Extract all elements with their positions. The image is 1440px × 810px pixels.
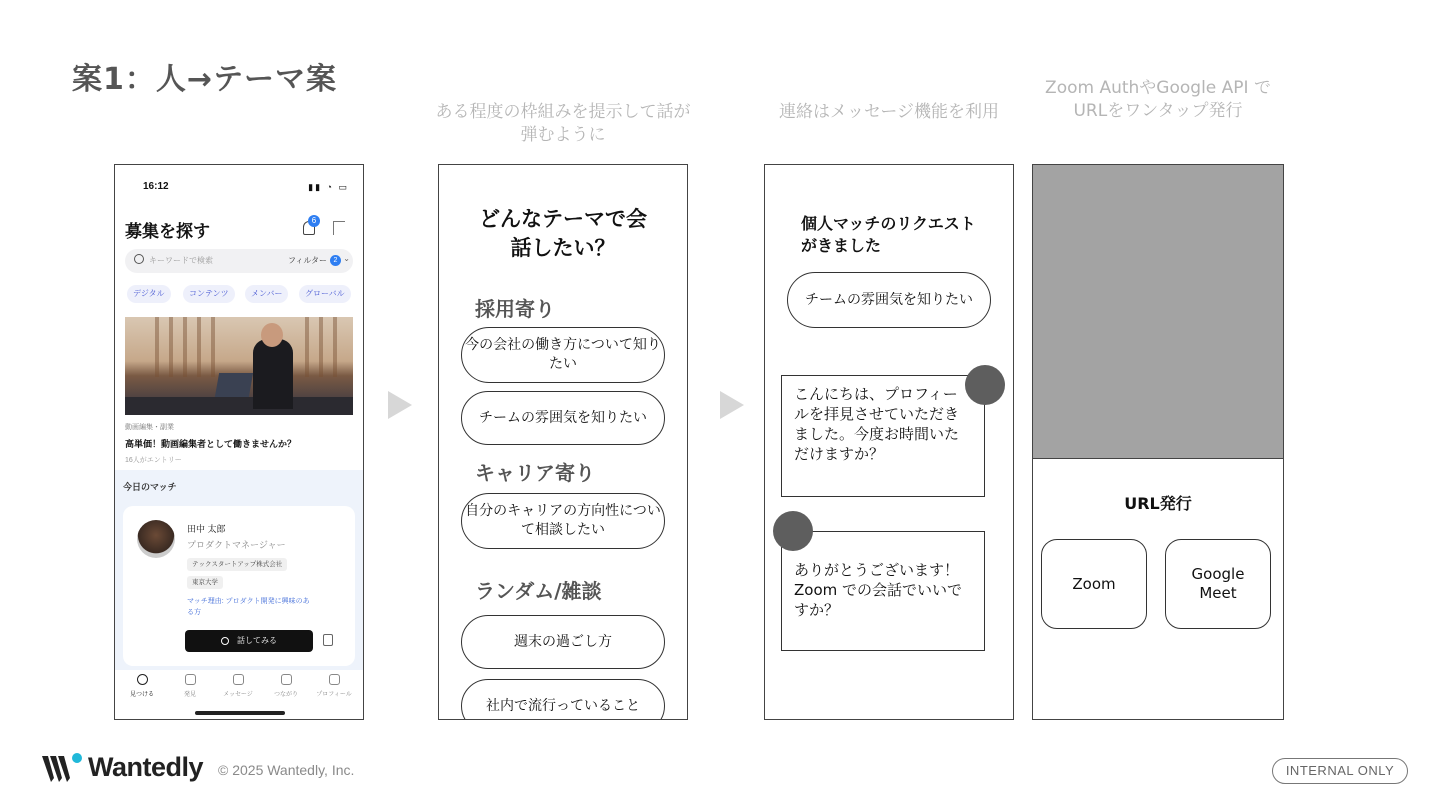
url-issue-screen — [1032, 164, 1284, 720]
category-random: ランダム/雑談 — [475, 579, 602, 603]
chip-digital[interactable]: デジタル — [127, 285, 171, 303]
theme-option-trends[interactable]: 社内で流行っていること — [461, 679, 665, 720]
job-title[interactable]: 高単価！動画編集者として働きませんか？ — [125, 439, 297, 449]
today-match-section — [115, 470, 363, 670]
match-role: プロダクトマネージャー — [187, 540, 286, 550]
bookmark-icon[interactable] — [333, 221, 345, 235]
tab-search[interactable]: 見つける — [119, 674, 165, 698]
slide-title: 案1：人→テーマ案 — [72, 62, 338, 97]
search-icon — [137, 674, 148, 685]
status-icons: ▮▮ ◔ ▭ — [308, 182, 349, 192]
filter-count-badge: 2 — [330, 255, 341, 266]
chip-contents[interactable]: コンテンツ — [183, 285, 235, 303]
job-entry-count: 16人がエントリー — [125, 457, 182, 464]
flow-arrow-icon — [720, 391, 744, 419]
image-placeholder — [1033, 165, 1283, 459]
talk-button[interactable]: 話してみる — [185, 630, 313, 652]
home-indicator — [195, 711, 285, 715]
chip-global[interactable]: グローバル — [299, 285, 351, 303]
match-section-title: 今日のマッチ — [123, 482, 177, 492]
message-bubble-incoming: こんにちは、プロフィールを拝見させていただきました。今度お時間いただけますか？ — [781, 375, 985, 497]
flow-arrow-icon — [388, 391, 412, 419]
google-meet-button[interactable]: Google Meet — [1165, 539, 1271, 629]
logo-wordmark: Wantedly — [88, 752, 204, 782]
job-category: 動画編集・副業 — [125, 424, 174, 431]
search-input[interactable] — [125, 249, 353, 273]
compass-icon — [185, 674, 196, 685]
tab-connections[interactable]: つながり — [263, 674, 309, 698]
save-icon[interactable] — [323, 634, 333, 646]
theme-option-career[interactable]: 自分のキャリアの方向性について相談したい — [461, 493, 665, 549]
request-title: 個人マッチのリクエストがきました — [801, 214, 976, 255]
caption-url: Zoom AuthやGoogle API でURLをワンタップ発行 — [1045, 78, 1271, 121]
message-bubble-reply: ありがとうございます！Zoom での会話でいいですか？ — [781, 531, 985, 651]
chip-member[interactable]: メンバー — [245, 285, 288, 303]
school-tag: 東京大学 — [187, 576, 223, 589]
notification-badge: 6 — [308, 215, 320, 227]
sender-avatar — [965, 365, 1005, 405]
match-reason: マッチ理由: プロダクト開発に興味のある方 — [187, 598, 310, 616]
company-tag: テックスタートアップ株式会社 — [187, 558, 287, 571]
theme-option-team[interactable]: チームの雰囲気を知りたい — [461, 391, 665, 445]
copyright: © 2025 Wantedly, Inc. — [218, 762, 355, 778]
theme-option-workstyle[interactable]: 今の会社の働き方について知りたい — [461, 327, 665, 383]
status-time: 16:12 — [143, 181, 169, 192]
phone-screen — [114, 164, 364, 720]
page-title: 募集を探す — [125, 222, 210, 241]
theme-option-weekend[interactable]: 週末の過ごし方 — [461, 615, 665, 669]
receiver-avatar — [773, 511, 813, 551]
profile-avatar-icon — [329, 674, 340, 685]
match-card[interactable] — [123, 506, 355, 666]
tab-discover[interactable]: 発見 — [167, 674, 213, 698]
requested-theme-chip: チームの雰囲気を知りたい — [787, 272, 991, 328]
theme-question: どんなテーマで会話したい？ — [479, 207, 647, 260]
tab-messages[interactable]: メッセージ — [215, 674, 261, 698]
search-placeholder: キーワードで検索 — [149, 256, 213, 265]
theme-select-screen — [438, 164, 688, 720]
chat-icon — [233, 674, 244, 685]
caption-theme: ある程度の枠組みを提示して話が弾むように — [435, 102, 691, 145]
match-name: 田中 太郎 — [187, 524, 226, 534]
internal-only-badge: INTERNAL ONLY — [1272, 758, 1408, 784]
chevron-down-icon: ⌄ — [343, 254, 350, 263]
caption-message: 連絡はメッセージ機能を利用 — [779, 102, 999, 122]
tab-profile[interactable]: プロフィール — [311, 674, 357, 698]
filter-button[interactable]: フィルター — [287, 256, 327, 265]
url-issue-title: URL発行 — [1124, 494, 1192, 513]
category-career: キャリア寄り — [475, 461, 595, 485]
zoom-button[interactable]: Zoom — [1041, 539, 1147, 629]
avatar — [137, 520, 175, 558]
category-recruiting: 採用寄り — [475, 297, 555, 321]
message-screen — [764, 164, 1014, 720]
job-photo[interactable] — [125, 317, 353, 415]
wantedly-logo-mark-icon — [42, 752, 86, 784]
people-icon — [281, 674, 292, 685]
search-icon — [134, 254, 144, 264]
